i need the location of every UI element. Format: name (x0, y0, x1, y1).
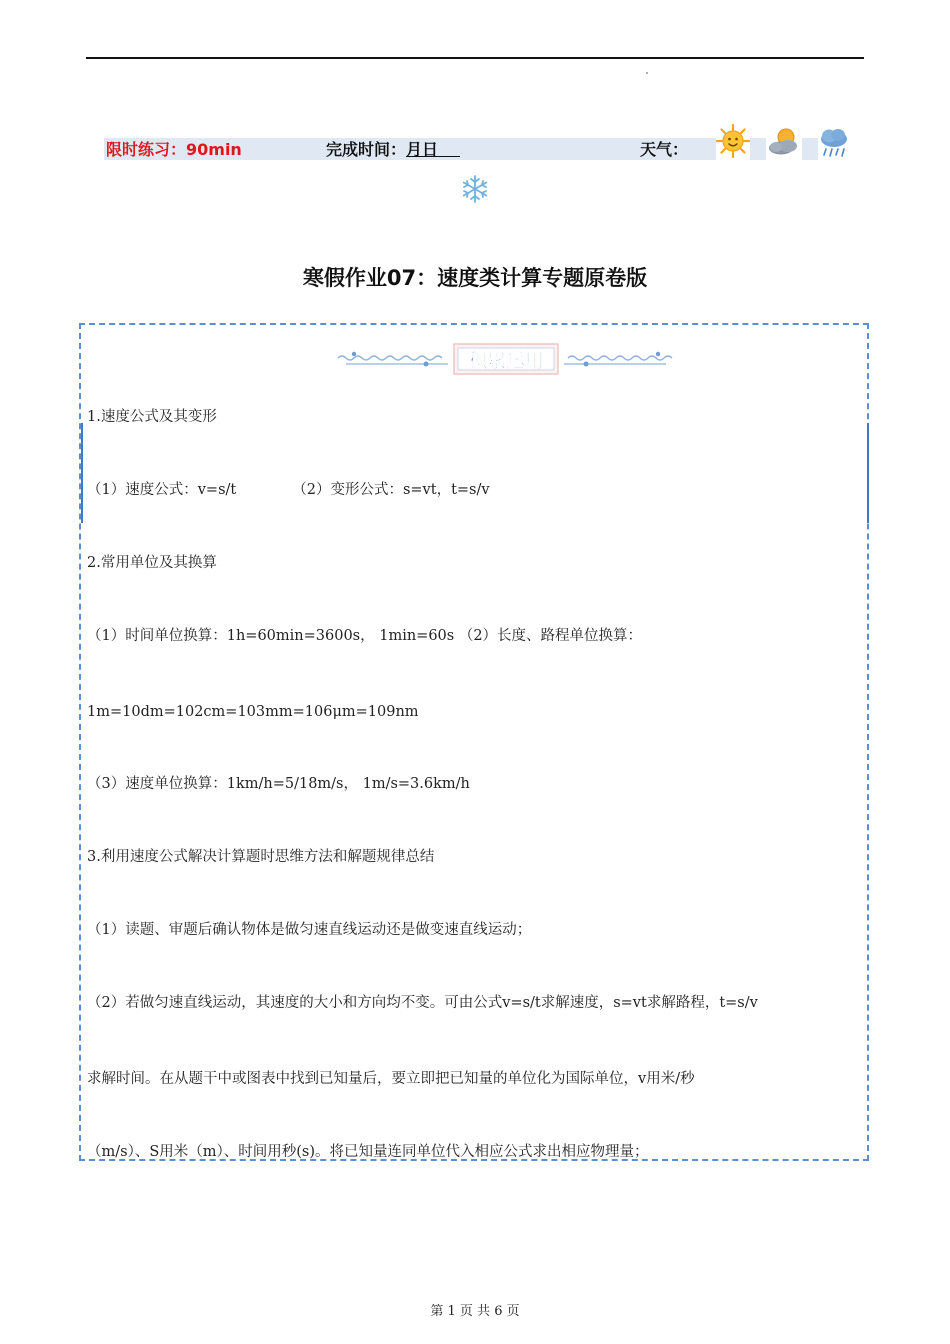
weather-label: 天气： (640, 140, 689, 159)
month-label: 月 (406, 140, 423, 159)
finish-label: 完成时间： (326, 140, 407, 159)
section-1-heading: 1.速度公式及其变形 (87, 409, 217, 425)
frame-accent-left (81, 423, 83, 523)
band-gap (802, 138, 818, 160)
page-title: 寒假作业07：速度类计算专题原卷版 (302, 266, 648, 290)
length-units: 1m=10dm=102cm=103mm=106μm=109nm (87, 704, 419, 720)
section-3-heading: 3.利用速度公式解决计算题时思维方法和解题规律总结 (87, 849, 435, 865)
snowflake-icon (460, 174, 490, 204)
day-blank (422, 140, 460, 157)
finish-time (326, 139, 438, 161)
partly-cloudy-icon (766, 126, 802, 158)
section-2-heading: 2.常用单位及其换算 (87, 555, 217, 571)
rain-cloud-icon (818, 126, 850, 160)
time-limit: 限时练习：90min (106, 140, 242, 159)
step-2-cont2: （m/s）、S用米（m）、时间用秒(s)。将已知量连同单位代入相应公式求出相应物理量； (87, 1144, 649, 1160)
banner-label: 积累运用 (467, 350, 545, 372)
speed-units: （3）速度单位换算：1km/h=5/18m/s， 1m/s=3.6km/h (87, 776, 470, 792)
day-label: 日 (422, 140, 439, 159)
page-footer: 第 1 页 共 6 页 (430, 1304, 520, 1319)
page-mark (646, 72, 648, 74)
derived-formula: （2）变形公式：s=vt，t=s/v (292, 482, 490, 498)
time-units: （1）时间单位换算：1h=60min=3600s， 1min=60s （2）长度、路程单位换算： (87, 628, 643, 644)
content-frame (79, 323, 869, 1161)
header-rule (86, 57, 864, 59)
sun-icon (716, 124, 750, 158)
step-1: （1）读题、审题后确认物体是做匀速直线运动还是做变速直线运动； (87, 922, 532, 938)
band-gap (750, 138, 766, 160)
info-band (104, 138, 716, 160)
section-banner (336, 340, 676, 380)
section-1-formulas (87, 481, 490, 499)
speed-formula: （1）速度公式：v=s/t (87, 482, 237, 498)
frame-accent-right (867, 423, 869, 523)
step-2-cont: 求解时间。在从题干中或图表中找到已知量后，要立即把已知量的单位化为国际单位，v用米/秒 (87, 1071, 695, 1087)
step-2: （2）若做匀速直线运动，其速度的大小和方向均不变。可由公式v=s/t求解速度，s=vt求解路程，t=s/v (87, 995, 758, 1011)
